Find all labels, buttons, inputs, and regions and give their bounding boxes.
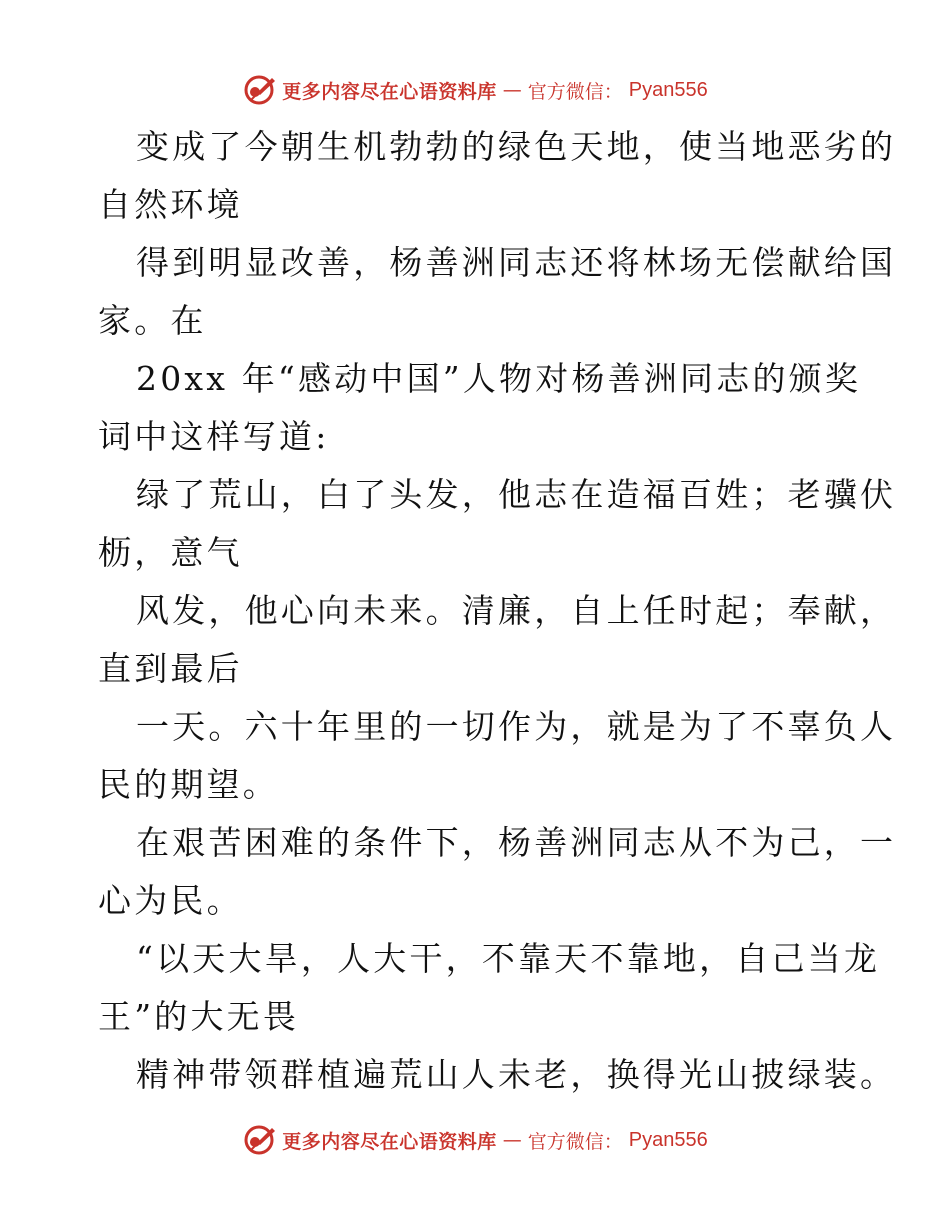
text-line: 自然环境: [98, 185, 243, 224]
header-official-label: 官方微信：: [527, 80, 623, 103]
footer-wechat-id: Pyan556: [628, 1128, 708, 1151]
text-line: 枥，意气: [98, 533, 243, 572]
text-line: “以天大旱，人大干，不靠天不靠地，自己当龙: [136, 939, 881, 978]
text-line: 直到最后: [98, 649, 243, 688]
text-line: 心为民。: [98, 881, 243, 920]
text-line: 王”的大无畏: [98, 997, 300, 1036]
text-line: 风发，他心向未来。清廉，自上任时起；奉献，: [136, 591, 897, 630]
footer-dash: —: [502, 1129, 522, 1151]
text-line: 民的期望。: [98, 765, 279, 804]
text-line: 精神带领群植遍荒山人未老，换得光山披绿装。: [136, 1055, 897, 1094]
footer-official-label: 官方微信：: [527, 1130, 623, 1153]
text-line: 词中这样写道:: [98, 417, 330, 456]
document-body: [98, 118, 897, 1104]
text-line: 一天。六十年里的一切作为，就是为了不辜负人: [136, 707, 897, 746]
text-line: 变成了今朝生机勃勃的绿色天地，使当地恶劣的: [136, 127, 897, 166]
pen-in-circle-logo-icon: [242, 1123, 276, 1157]
header-dash: —: [502, 79, 522, 101]
header-banner: [0, 70, 950, 110]
text-line: 家。在: [98, 301, 207, 340]
footer-banner: [0, 1120, 950, 1160]
text-line: 得到明显改善，杨善洲同志还将林场无偿献给国: [136, 243, 897, 282]
footer-site-name: 更多内容尽在心语资料库: [282, 1130, 497, 1153]
text-line: 20xx 年“感动中国”人物对杨善洲同志的颁奖: [136, 359, 862, 398]
text-line: 绿了荒山，白了头发，他志在造福百姓；老骥伏: [136, 475, 897, 514]
text-line: 在艰苦困难的条件下，杨善洲同志从不为己，一: [136, 823, 897, 862]
header-site-name: 更多内容尽在心语资料库: [282, 80, 497, 103]
header-wechat-id: Pyan556: [628, 78, 708, 101]
pen-in-circle-logo-icon: [242, 73, 276, 107]
